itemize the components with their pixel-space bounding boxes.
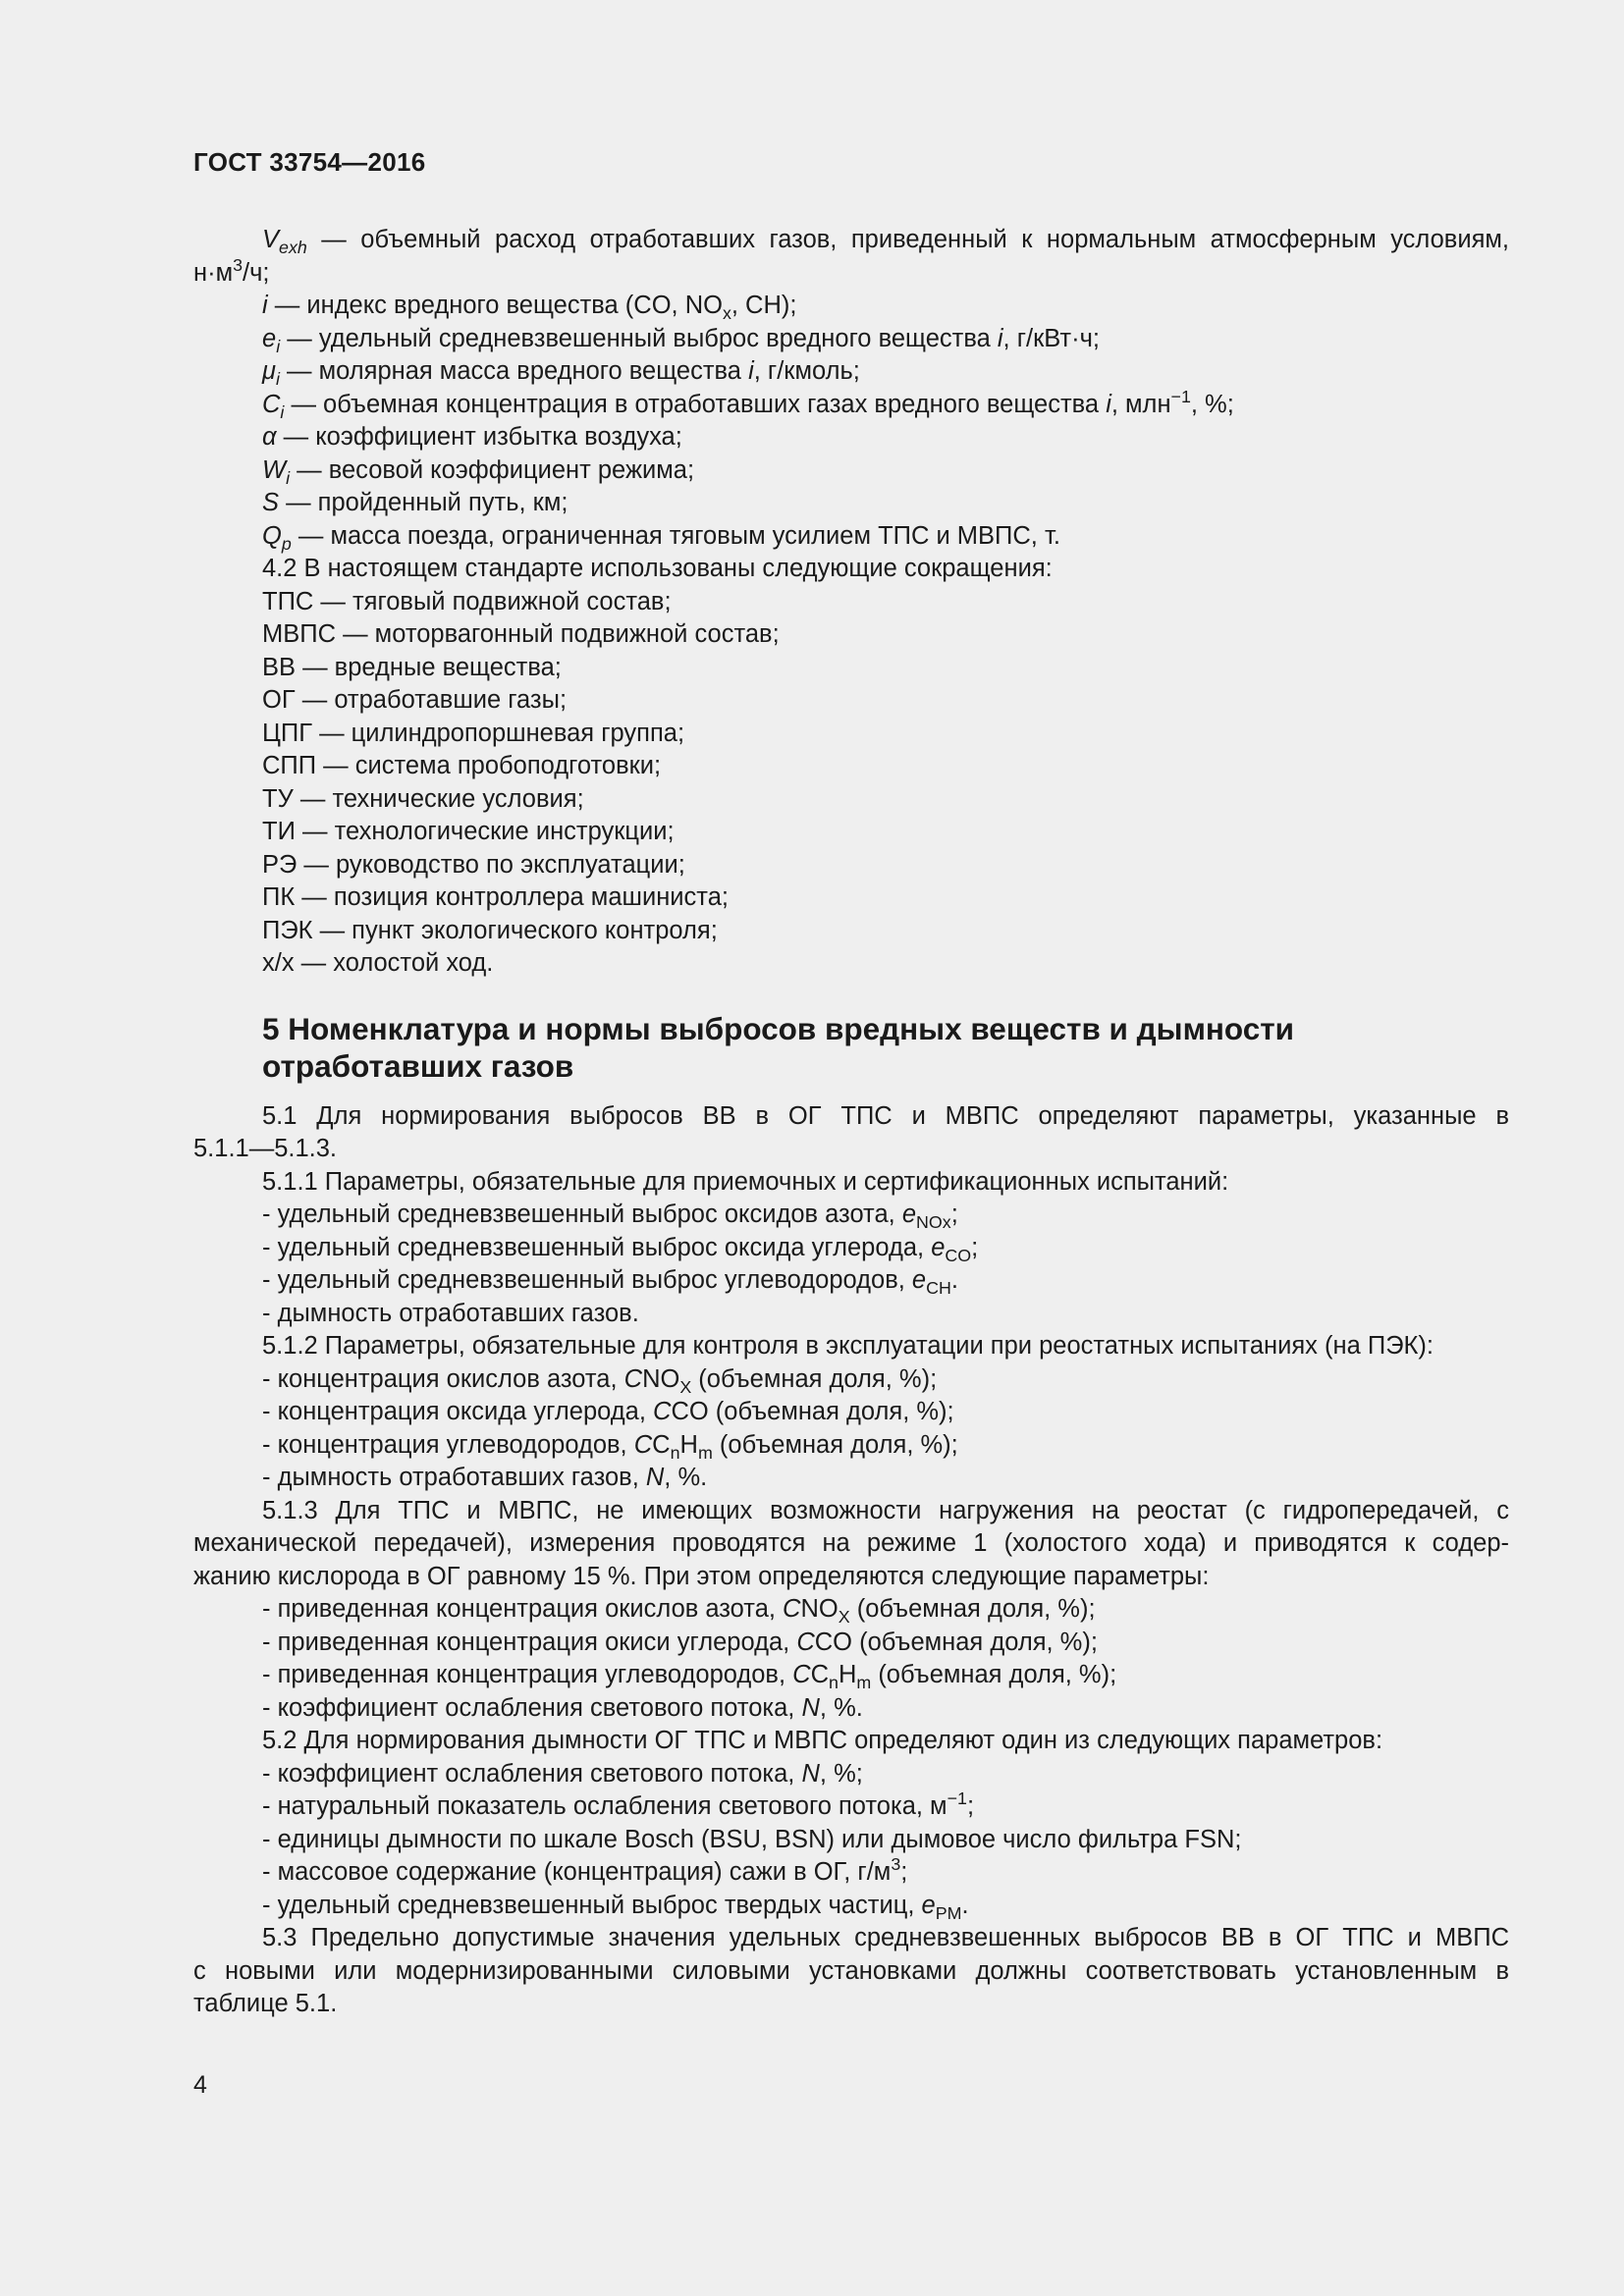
paragraph-5-2: 5.2 Для нормирования дымности ОГ ТПС и МВПС определяют один из следующих параметров:	[262, 1727, 1383, 1754]
list-item: - приведенная концентрация окислов азота, $CNO_X$ (объемная доля, %);	[262, 1595, 1096, 1628]
symbol-ci: $C_i$ — объемная концентрация в отработавших газах вредного вещества i, млн$^{-1}$, %;	[262, 386, 1234, 422]
list-item: - удельный средневзвешенный выброс оксидов азота, $e_{NOx}$;	[262, 1201, 958, 1233]
symbol-mui: $\mu_i$ — молярная масса вредного вещества i, г/кмоль;	[262, 357, 860, 390]
abbreviation-item: СПП — система пробоподготовки;	[262, 752, 662, 779]
abbreviation-item: ПК — позиция контроллера машиниста;	[262, 883, 729, 911]
list-item: - коэффициент ослабления светового потока, N, %;	[262, 1759, 863, 1788]
list-item: - концентрация оксида углерода, CCO (объемная доля, %);	[262, 1398, 954, 1425]
symbol-alpha: α — коэффициент избытка воздуха;	[262, 423, 682, 451]
section-5-heading: 5 Номенклатура и нормы выбросов вредных веществ и дымности отработавших газов	[262, 1010, 1295, 1084]
symbol-wi: $W_i$ — весовой коэффициент режима;	[262, 455, 695, 488]
abbreviation-item: ТУ — технические условия;	[262, 784, 584, 813]
symbol-qp: $Q_p$ — масса поезда, ограниченная тяговым усилием ТПС и МВПС, т.	[262, 521, 1060, 554]
list-item: - натуральный показатель ослабления светового потока, $м^{-1}$;	[262, 1789, 975, 1820]
paragraph-5-1-3-cont: жанию кислорода в ОГ равному 15 %. При этом определяются следующие параметры:	[193, 1562, 1210, 1590]
paragraph-5-1-1: 5.1.1 Параметры, обязательные для приемочных и сертификационных испытаний:	[262, 1167, 1229, 1196]
abbreviation-item: ТИ — технологические инструкции;	[262, 818, 675, 845]
list-item: - удельный средневзвешенный выброс твердых частиц, $e_{PM}$.	[262, 1891, 969, 1923]
paragraph-5-3: 5.3 Предельно допустимые значения удельных средневзвешенных выбросов ВВ в ОГ ТПС и МВПС	[262, 1924, 1509, 1951]
symbol-vexh-cont: $н\cdot м^3/ч$;	[193, 254, 270, 287]
list-item: - приведенная концентрация углеводородов, $CC_nH_m$ (объемная доля, %);	[262, 1661, 1117, 1693]
paragraph-5-1-3: 5.1.3 Для ТПС и МВПС, не имеющих возможности нагружения на реостат (с гидропередачей, с	[262, 1496, 1509, 1524]
paragraph-5-3-cont: с новыми или модернизированными силовыми установками должны соответствовать установленным в	[193, 1956, 1509, 1985]
list-item: - приведенная концентрация окиси углерода, CCO (объемная доля, %);	[262, 1628, 1098, 1656]
list-item: - концентрация углеводородов, $CC_nH_m$ (объемная доля, %);	[262, 1430, 958, 1463]
list-item: - концентрация окислов азота, $CNO_X$ (объемная доля, %);	[262, 1364, 938, 1397]
symbol-ei: $e_i$ — удельный средневзвешенный выброс вредного вещества i, г/кВт·ч;	[262, 324, 1100, 356]
abbreviation-item: ЦПГ — цилиндропоршневая группа;	[262, 719, 685, 747]
abbreviation-item: ОГ — отработавшие газы;	[262, 686, 568, 714]
list-item: - коэффициент ослабления светового потока, N, %.	[262, 1693, 863, 1722]
abbreviation-item: ТПС — тяговый подвижной состав;	[262, 587, 672, 615]
list-item: - единицы дымности по шкале Bosch (BSU, BSN) или дымовое число фильтра FSN;	[262, 1825, 1242, 1853]
symbol-i: i — индекс вредного вещества (CO, $NO_x$, CH);	[262, 292, 797, 324]
page-number: 4	[193, 2071, 207, 2099]
abbreviation-item: ПЭК — пункт экологического контроля;	[262, 916, 718, 944]
list-item: - массовое содержание (концентрация) сажи в ОГ, $г/м^3$;	[262, 1854, 908, 1886]
abbreviation-item: МВПС — моторвагонный подвижной состав;	[262, 620, 780, 648]
abbreviations-intro: 4.2 В настоящем стандарте использованы следующие сокращения:	[262, 555, 1053, 582]
document-body	[193, 224, 1509, 2021]
abbreviation-item: х/х — холостой ход.	[262, 949, 494, 977]
paragraph-5-1-2: 5.1.2 Параметры, обязательные для контроля в эксплуатации при реостатных испытаниях (на ПЭК):	[262, 1332, 1434, 1360]
list-item: - удельный средневзвешенный выброс оксида углерода, $e_{CO}$;	[262, 1233, 979, 1265]
paragraph-5-1-cont: 5.1.1—5.1.3.	[193, 1135, 338, 1162]
symbol-vexh: $V_{exh}$ — объемный расход отработавших газов, приведенный к нормальным атмосферным условиям,	[262, 226, 1509, 258]
paragraph-5-1-3-cont: механической передачей), измерения проводятся на режиме 1 (холостого хода) и приводятся к содер-	[193, 1529, 1509, 1557]
abbreviation-item: ВВ — вредные вещества;	[262, 653, 562, 681]
list-item: - дымность отработавших газов.	[262, 1299, 639, 1327]
paragraph-5-1: 5.1 Для нормирования выбросов ВВ в ОГ ТПС и МВПС определяют параметры, указанные в	[262, 1101, 1509, 1130]
document-header: ГОСТ 33754—2016	[193, 147, 426, 177]
list-item: - удельный средневзвешенный выброс углеводородов, $e_{CH}$.	[262, 1266, 958, 1299]
abbreviation-item: РЭ — руководство по эксплуатации;	[262, 850, 685, 879]
symbol-s: S — пройденный путь, км;	[262, 489, 568, 516]
list-item: - дымность отработавших газов, N, %.	[262, 1464, 708, 1491]
paragraph-5-3-cont: таблице 5.1.	[193, 1990, 338, 2017]
